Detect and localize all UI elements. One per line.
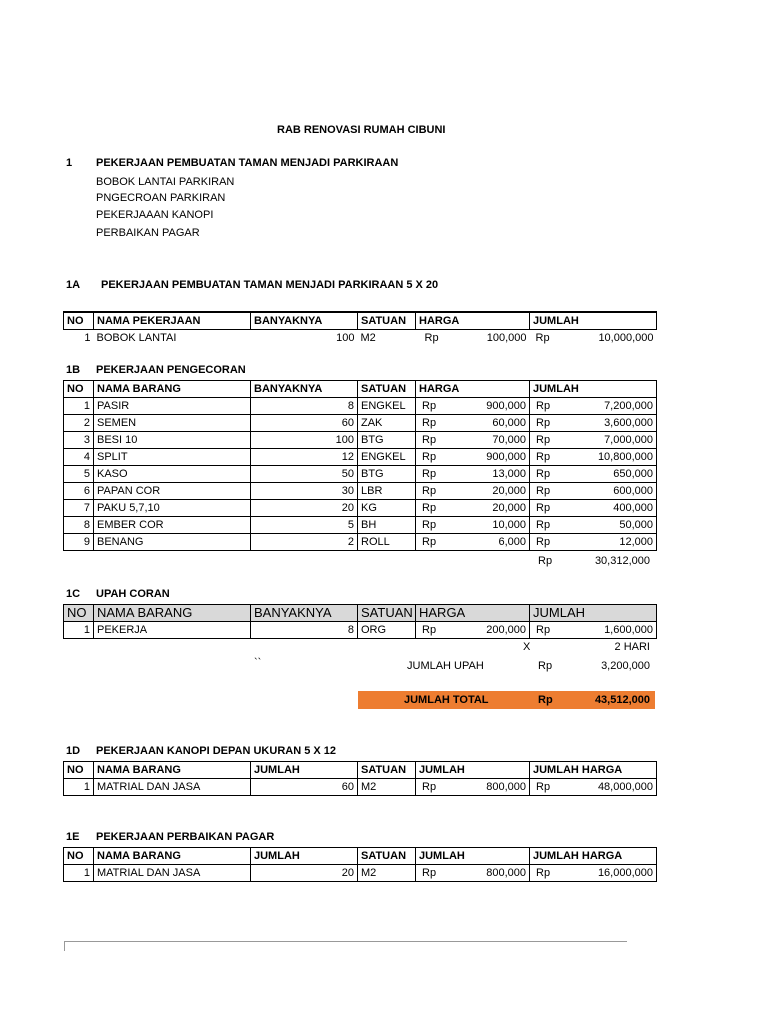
cell-total	[530, 398, 657, 415]
section-1d-title: PEKERJAAN KANOPI DEPAN UKURAN 5 X 12	[96, 745, 337, 757]
cell-price	[416, 500, 530, 517]
cell-qty: 20	[251, 500, 358, 517]
upah-label: JUMLAH UPAH	[407, 660, 484, 672]
header-unit: SATUAN	[358, 762, 416, 779]
total-value: 650,000	[613, 468, 653, 480]
cell-qty: 8	[251, 622, 358, 639]
cell-unit: ENGKEL	[358, 398, 416, 415]
header-no: NO	[64, 762, 94, 779]
cell-total	[530, 517, 657, 534]
price-value: 100,000	[486, 332, 527, 344]
price-value: 800,000	[486, 781, 526, 793]
cell-qty: 20	[251, 865, 358, 882]
section-1-item: BOBOK LANTAI PARKIRAN	[96, 176, 235, 188]
cell-no: 1	[64, 865, 94, 882]
cell-price	[416, 449, 530, 466]
currency-label: Rp	[422, 485, 437, 497]
cell-unit: BH	[358, 517, 416, 534]
cell-name: SEMEN	[94, 415, 251, 432]
header-total: JUMLAH HARGA	[530, 848, 657, 865]
cell-price	[416, 415, 530, 432]
cell-no: 1	[64, 779, 94, 796]
section-1-item: PEKERJAAAN KANOPI	[96, 209, 214, 221]
subtotal-1b-currency: Rp	[538, 555, 553, 567]
table-1d	[63, 761, 657, 796]
cell-total	[530, 330, 657, 347]
header-no: NO	[64, 848, 94, 865]
cell-unit: ROLL	[358, 534, 416, 551]
currency-label: Rp	[422, 536, 437, 548]
header-unit: SATUAN	[358, 312, 416, 330]
currency-label: Rp	[536, 434, 551, 446]
upah-currency: Rp	[538, 660, 553, 672]
cell-total	[530, 432, 657, 449]
section-1-title: PEKERJAAN PEMBUATAN TAMAN MENJADI PARKIRAAN	[96, 157, 399, 169]
footer-divider-tick	[64, 941, 65, 951]
currency-label: Rp	[422, 451, 437, 463]
cell-total	[530, 534, 657, 551]
section-1e-number: 1E	[66, 831, 80, 843]
currency-label: Rp	[536, 417, 551, 429]
cell-name: BESI 10	[94, 432, 251, 449]
table-header-row	[64, 848, 657, 865]
table-row	[64, 517, 657, 534]
table-1c	[63, 604, 657, 639]
header-total: JUMLAH	[530, 605, 657, 622]
cell-unit: BTG	[358, 466, 416, 483]
header-no: NO	[64, 381, 94, 398]
currency-label: Rp	[422, 417, 437, 429]
header-unit: SATUAN	[358, 848, 416, 865]
cell-qty: 2	[251, 534, 358, 551]
cell-total	[530, 500, 657, 517]
currency-label: Rp	[536, 485, 551, 497]
cell-price	[416, 534, 530, 551]
total-value: 3,600,000	[604, 417, 653, 429]
currency-label: Rp	[422, 519, 437, 531]
table-row	[64, 330, 657, 347]
cell-name: PEKERJA	[94, 622, 251, 639]
section-1-item: PERBAIKAN PAGAR	[96, 227, 200, 239]
total-value: 7,200,000	[604, 400, 653, 412]
cell-no: 1	[84, 332, 91, 344]
header-price: JUMLAH	[416, 762, 530, 779]
cell-qty: 60	[251, 779, 358, 796]
currency-label: Rp	[535, 332, 550, 344]
cell-price	[416, 483, 530, 500]
header-unit: SATUAN	[358, 605, 416, 622]
total-value: 600,000	[613, 485, 653, 497]
cell-total	[530, 622, 657, 639]
total-value: 10,800,000	[597, 451, 653, 463]
table-row	[64, 622, 657, 639]
cell-qty: 100	[336, 332, 355, 344]
cell-no: 4	[64, 449, 94, 466]
table-row	[64, 398, 657, 415]
cell-price	[416, 466, 530, 483]
cell-qty: 100	[251, 432, 358, 449]
cell-price	[416, 517, 530, 534]
cell-name: MATRIAL DAN JASA	[94, 779, 251, 796]
cell-price	[416, 622, 530, 639]
total-value: 1,600,000	[604, 624, 653, 636]
cell-name: SPLIT	[94, 449, 251, 466]
subtotal-1b-value: 30,312,000	[594, 555, 650, 567]
total-value: 7,000,000	[604, 434, 653, 446]
table-row	[64, 466, 657, 483]
cell-no: 9	[64, 534, 94, 551]
currency-label: Rp	[536, 519, 551, 531]
price-value: 900,000	[486, 451, 526, 463]
section-1d-number: 1D	[66, 745, 81, 757]
currency-label: Rp	[536, 502, 551, 514]
cell-name: MATRIAL DAN JASA	[94, 865, 251, 882]
currency-label: Rp	[422, 781, 437, 793]
header-no: NO	[64, 312, 94, 330]
table-row	[64, 779, 657, 796]
header-total: JUMLAH HARGA	[530, 762, 657, 779]
currency-label: Rp	[424, 332, 439, 344]
cell-unit: LBR	[358, 483, 416, 500]
section-1-number: 1	[66, 157, 73, 169]
table-header-row	[64, 312, 657, 330]
header-price: HARGA	[416, 605, 530, 622]
total-value: 48,000,000	[597, 781, 653, 793]
header-total: JUMLAH	[530, 381, 657, 398]
currency-label: Rp	[536, 451, 551, 463]
cell-no: 1	[64, 622, 94, 639]
table-row	[64, 500, 657, 517]
cell-qty: 50	[251, 466, 358, 483]
cell-total	[530, 779, 657, 796]
cell-price	[416, 398, 530, 415]
table-header-row	[64, 762, 657, 779]
total-value: 400,000	[613, 502, 653, 514]
table-row	[64, 449, 657, 466]
price-value: 60,000	[492, 417, 526, 429]
cell-no: 1	[64, 398, 94, 415]
cell-qty: 30	[251, 483, 358, 500]
cell-name: KASO	[94, 466, 251, 483]
cell-no: 3	[64, 432, 94, 449]
header-price: HARGA	[416, 312, 530, 330]
header-qty: BANYAKNYA	[251, 312, 358, 330]
cell-unit: BTG	[358, 432, 416, 449]
total-value: 10,000,000	[598, 332, 654, 344]
cell-unit: M2	[358, 865, 416, 882]
price-value: 6,000	[498, 536, 526, 548]
cell-name: PAKU 5,7,10	[94, 500, 251, 517]
section-1c-title: UPAH CORAN	[96, 588, 170, 600]
cell-price	[416, 779, 530, 796]
header-name: NAMA BARANG	[94, 848, 251, 865]
cell-qty: 60	[251, 415, 358, 432]
table-row	[64, 534, 657, 551]
table-header-row	[64, 381, 657, 398]
table-row	[64, 432, 657, 449]
cell-no: 6	[64, 483, 94, 500]
cell-no: 8	[64, 517, 94, 534]
header-total: JUMLAH	[530, 312, 657, 330]
cell-name: EMBER COR	[94, 517, 251, 534]
price-value: 800,000	[486, 867, 526, 879]
price-value: 20,000	[492, 502, 526, 514]
cell-price	[416, 330, 530, 347]
currency-label: Rp	[536, 536, 551, 548]
cell-name: BOBOK LANTAI	[96, 332, 177, 344]
currency-label: Rp	[536, 624, 551, 636]
grand-total-bar	[358, 691, 655, 709]
price-value: 13,000	[492, 468, 526, 480]
currency-label: Rp	[422, 434, 437, 446]
cell-qty: 5	[251, 517, 358, 534]
cell-total	[530, 466, 657, 483]
grand-total-label: JUMLAH TOTAL	[404, 694, 489, 706]
price-value: 70,000	[492, 434, 526, 446]
cell-unit: KG	[358, 500, 416, 517]
header-no: NO	[64, 605, 94, 622]
table-row	[64, 415, 657, 432]
currency-label: Rp	[422, 400, 437, 412]
table-1b	[63, 380, 657, 551]
cell-unit: ENGKEL	[358, 449, 416, 466]
cell-total	[530, 449, 657, 466]
table-row	[64, 865, 657, 882]
section-1b-title: PEKERJAAN PENGECORAN	[96, 364, 246, 376]
total-value: 12,000	[619, 536, 653, 548]
cell-no: 5	[64, 466, 94, 483]
cell-name: BENANG	[94, 534, 251, 551]
section-1a-title: PEKERJAAN PEMBUATAN TAMAN MENJADI PARKIRAAN 5 X 20	[101, 279, 439, 291]
section-1-item: PNGECROAN PARKIRAN	[96, 192, 226, 204]
cell-qty: 8	[251, 398, 358, 415]
price-value: 10,000	[492, 519, 526, 531]
footer-divider	[64, 941, 627, 942]
upah-total: 3,200,000	[601, 660, 650, 672]
section-1c-number: 1C	[66, 588, 81, 600]
currency-label: Rp	[536, 867, 551, 879]
cell-unit: M2	[360, 332, 376, 344]
cell-no: 2	[64, 415, 94, 432]
document-title: RAB RENOVASI RUMAH CIBUNI	[277, 124, 446, 136]
backtick-mark: ``	[254, 657, 262, 669]
cell-price	[416, 865, 530, 882]
header-name: NAMA BARANG	[94, 605, 251, 622]
cell-total	[530, 483, 657, 500]
table-header-row	[64, 605, 657, 622]
total-value: 16,000,000	[597, 867, 653, 879]
cell-no: 7	[64, 500, 94, 517]
grand-total-currency: Rp	[538, 694, 553, 706]
total-value: 50,000	[619, 519, 653, 531]
header-price: JUMLAH	[416, 848, 530, 865]
cell-unit: M2	[358, 779, 416, 796]
cell-total	[530, 865, 657, 882]
currency-label: Rp	[536, 468, 551, 480]
price-value: 20,000	[492, 485, 526, 497]
cell-name: PAPAN COR	[94, 483, 251, 500]
section-1b-number: 1B	[66, 364, 81, 376]
header-qty: BANYAKNYA	[251, 381, 358, 398]
header-name: NAMA BARANG	[94, 762, 251, 779]
cell-total	[530, 415, 657, 432]
currency-label: Rp	[536, 781, 551, 793]
price-value: 900,000	[486, 400, 526, 412]
times-marker: X	[523, 641, 531, 653]
section-1e-title: PEKERJAAN PERBAIKAN PAGAR	[96, 831, 275, 843]
price-value: 200,000	[486, 624, 526, 636]
cell-name: PASIR	[94, 398, 251, 415]
grand-total-value: 43,512,000	[594, 694, 650, 706]
header-qty: BANYAKNYA	[251, 605, 358, 622]
currency-label: Rp	[422, 867, 437, 879]
header-name: NAMA PEKERJAAN	[94, 312, 251, 330]
cell-qty: 12	[251, 449, 358, 466]
days-label: 2 HARI	[614, 641, 650, 653]
currency-label: Rp	[422, 624, 437, 636]
currency-label: Rp	[422, 468, 437, 480]
header-price: HARGA	[416, 381, 530, 398]
currency-label: Rp	[422, 502, 437, 514]
header-qty: JUMLAH	[251, 848, 358, 865]
cell-unit: ORG	[358, 622, 416, 639]
table-row	[64, 483, 657, 500]
header-unit: SATUAN	[358, 381, 416, 398]
header-name: NAMA BARANG	[94, 381, 251, 398]
table-1e	[63, 847, 657, 882]
header-qty: JUMLAH	[251, 762, 358, 779]
cell-price	[416, 432, 530, 449]
cell-unit: ZAK	[358, 415, 416, 432]
section-1a-number: 1A	[66, 279, 81, 291]
table-1a	[63, 311, 657, 346]
currency-label: Rp	[536, 400, 551, 412]
